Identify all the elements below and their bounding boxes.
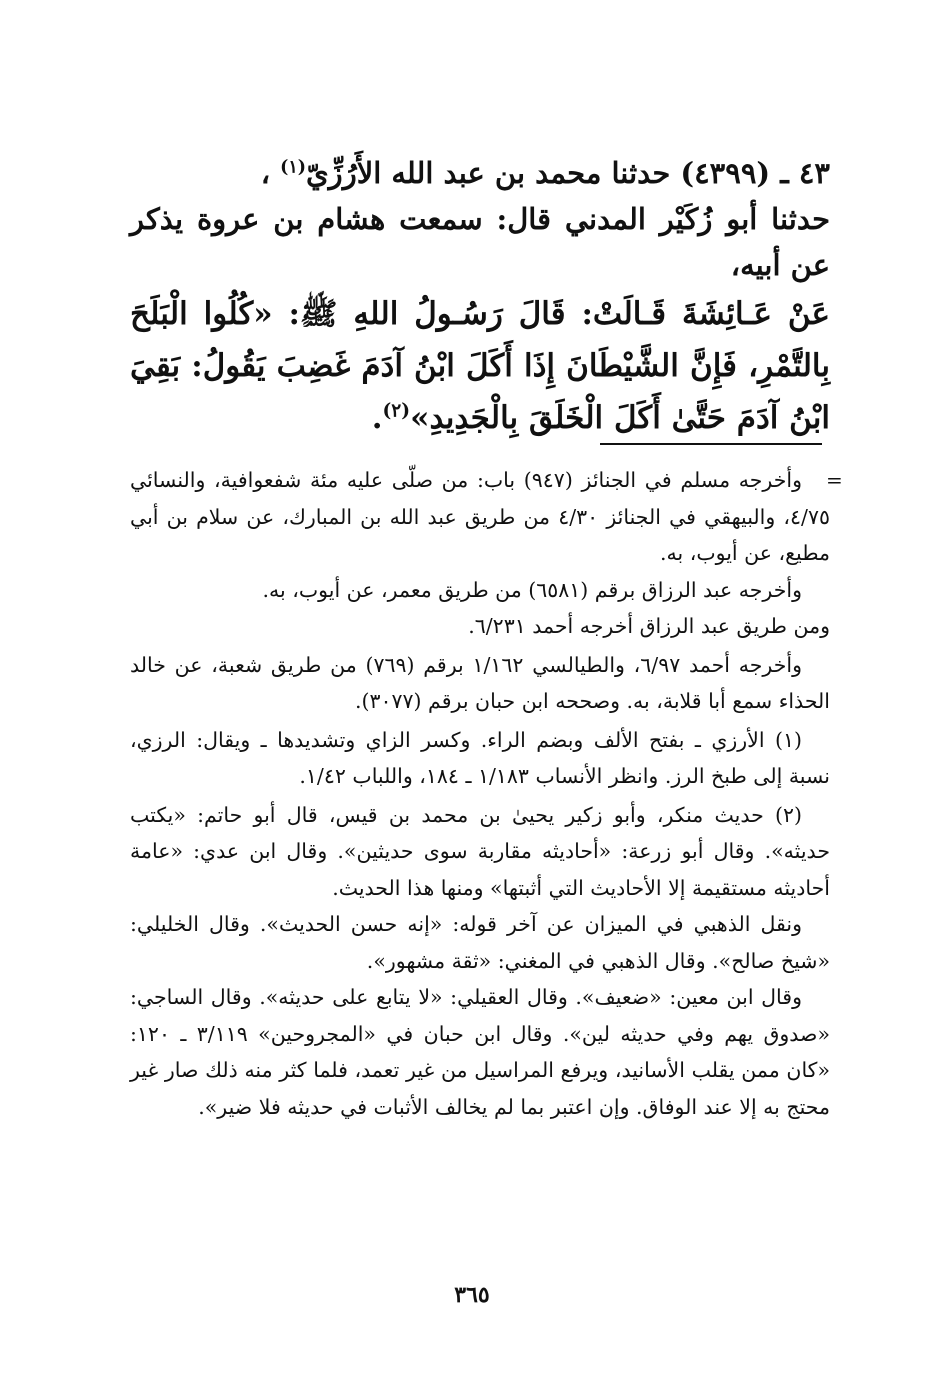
page-number: ٣٦٥ — [454, 1282, 490, 1308]
footnote-continued-para-2: وأخرجه عبد الرزاق برقم (٦٥٨١) من طريق معمر، عن أيوب، به. — [262, 577, 802, 602]
hadith-end-dot: . — [371, 400, 383, 436]
hadith-text: عَنْ عَـائِشَةَ قَـالَتْ: قَالَ رَسُـولُ اللهِ ﷺ: «كُلُوا الْبَلَحَ بِالتَّمْرِ، فَإِنَّ الشَّيْطَانَ إِذَا أَكَلَ ابْنُ آدَمَ غَضِبَ يَقُولُ: بَقِيَ ابْنُ آدَمَ حَتَّىٰ أَكَلَ الْخَلَقَ بِالْجَدِيدِ» — [130, 296, 830, 436]
main-text — [130, 150, 830, 444]
footnote-continued-para-3: ومن طريق عبد الرزاق أخرجه أحمد ٦/٢٣١. — [468, 614, 830, 638]
continuation-mark: = — [826, 468, 843, 492]
footnote-ref-1: (١) — [280, 157, 306, 178]
hadith-chain-line-2: حدثنا أبو زُكَيْر المدني قال: سمعت هشام بن عروة يذكر عن أبيه، — [130, 202, 830, 282]
footnote-2-para-2: ونقل الذهبي في الميزان عن آخر قوله: «إنه حسن الحديث». وقال الخليلي: «شيخ صالح». وقال الذهبي في المغني: «ثقة مشهور». — [130, 912, 830, 973]
footnote-2-para-3: وقال ابن معين: «ضعيف». وقال العقيلي: «لا يتابع على حديثه». وقال الساجي: «صدوق يهم وفي حديثه لين». وقال ابن حبان في «المجروحين» ٣/١١٩ ـ ١٢٠: «كان ممن يقلب الأسانيد، ويرفع المراسيل من غير تعمد، فلما كثر منه ذلك صار غير محتج به إلا عند الوفاق. وإن اعتبر بما لم يخالف الأثبات في حديثه فلا ضير». — [130, 985, 830, 1119]
footnote-separator — [600, 443, 822, 445]
footnote-continued-para-4: وأخرجه أحمد ٦/٩٧، والطيالسي ١/١٦٢ برقم (٧٦٩) من طريق شعبة، عن خالد الحذاء سمع أبا قلابة، به. وصححه ابن حبان برقم (٣٠٧٧). — [130, 652, 830, 713]
hadith-heading: ٤٣ ـ (٤٣٩٩) حدثنا محمد بن عبد الله الأَرُزِّيّ — [305, 156, 830, 190]
footnote-1: (١) الأرزي ـ بفتح الألف وبضم الراء. وكسر الزاي وتشديدها ـ ويقال: الرزي، نسبة إلى طبخ الرز. وانظر الأنساب ١/١٨٣ ـ ١٨٤، واللباب ١/٤٢. — [130, 727, 830, 788]
line1-comma: ، — [260, 156, 271, 190]
footnotes — [130, 462, 830, 1125]
hadith-chain-line-1 — [130, 150, 830, 196]
footnote-continued-para-1: وأخرجه مسلم في الجنائز (٩٤٧) باب: من صلّى عليه مئة شفعوافية، والنسائي ٤/٧٥، والبيهقي في الجنائز ٤/٣٠ من طريق عبد الله بن المبارك، عن سلام بن أبي مطيع، عن أيوب، به. — [130, 468, 830, 565]
hadith-matn — [130, 288, 830, 444]
footnote-2: (٢) حديث منكر، وأبو زكير يحيىٰ بن محمد بن قيس، قال أبو حاتم: «يكتب حديثه». وقال أبو زرعة: «أحاديثه مقاربة سوى حديثين». وقال ابن عدي: «عامة أحاديثه مستقيمة إلا الأحاديث التي أثبتها» ومنها هذا الحديث. — [130, 802, 830, 900]
footnote-ref-2: (٢) — [382, 400, 411, 422]
